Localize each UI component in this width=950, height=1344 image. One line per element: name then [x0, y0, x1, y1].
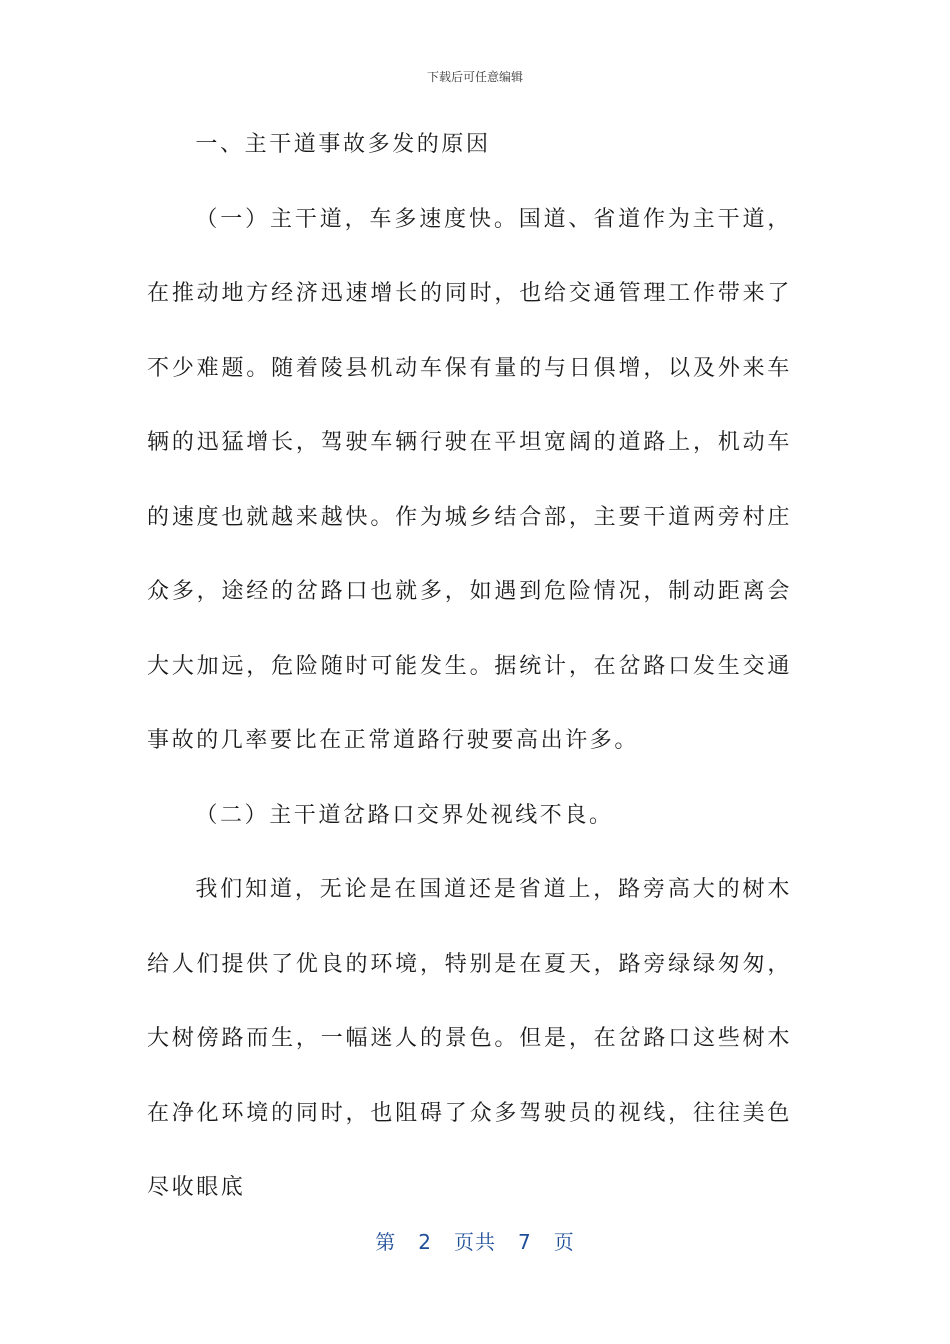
page-label-middle: 页共	[454, 1230, 496, 1254]
page-label-suffix: 页	[553, 1230, 575, 1254]
page-number-footer	[0, 1226, 950, 1255]
current-page-number: 2	[418, 1230, 432, 1254]
section-heading: 一、主干道事故多发的原因	[195, 132, 491, 157]
paragraph-sight-heading: （二）主干道岔路口交界处视线不良。	[195, 802, 614, 828]
total-pages-number: 7	[518, 1230, 532, 1254]
page-label-prefix: 第	[375, 1230, 397, 1254]
paragraph-trees-sight: 我们知道，无论是在国道还是省道上，路旁高大的树木给人们提供了优良的环境，特别是在夏天，路旁绿绿匆匆，大树傍路而生，一幅迷人的景色。但是，在岔路口这些树木在净化环境的同时，也阻碍了众多驾驶员的视线，往往美色尽收眼底	[147, 877, 792, 1200]
header-note: 下载后可任意编辑	[426, 70, 523, 84]
paragraph-main-road-traffic: （一）主干道，车多速度快。国道、省道作为主干道，在推动地方经济迅速增长的同时，也给交通管理工作带来了不少难题。随着陵县机动车保有量的与日俱增，以及外来车辆的迅猛增长，驾驶车辆行驶在平坦宽阔的道路上，机动车的速度也就越来越快。作为城乡结合部，主要干道两旁村庄众多，途经的岔路口也就多，如遇到危险情况，制动距离会大大加远，危险随时可能发生。据统计，在岔路口发生交通事故的几率要比在正常道路行驶要高出许多。	[147, 206, 792, 753]
document-body	[147, 108, 792, 1226]
